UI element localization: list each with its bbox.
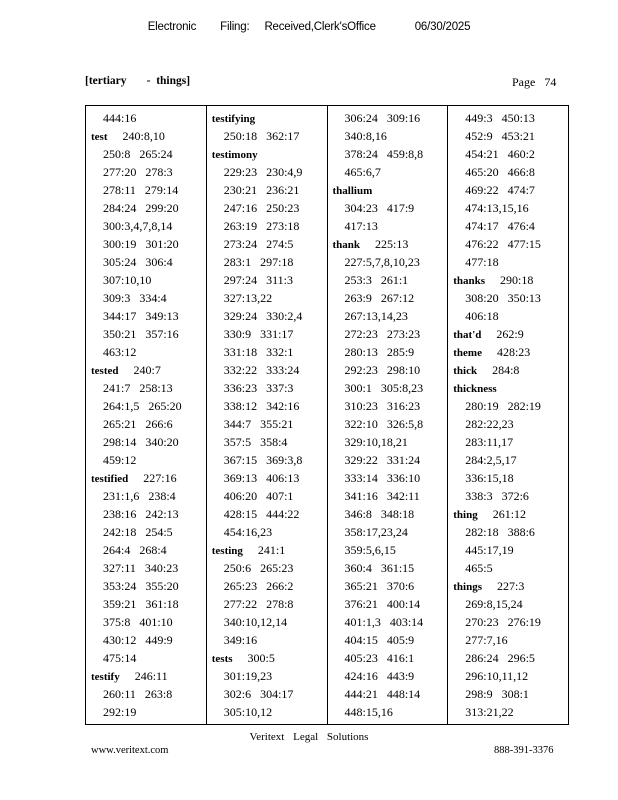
index-term: tests [211,653,233,665]
index-ref-line: 329:24 330:2,4 [223,309,303,323]
index-ref-line: 230:21 236:21 [223,183,300,197]
index-ref-line: 338:3 372:6 [465,489,529,503]
index-ref-line: 327:11 340:23 [103,561,179,575]
index-ref-line: 283:11,17 [465,435,514,449]
index-ref-line: 284:24 299:20 [103,201,179,215]
index-ref-line: 305:24 306:4 [103,255,173,269]
index-term: test [91,131,108,143]
index-term: testimony [211,149,258,161]
index-ref-line: 329:10,18,21 [344,435,408,449]
index-term-line [328,181,448,199]
index-ref-line: 344:17 349:13 [103,309,179,323]
index-term: thallium [332,185,373,197]
index-ref-line: 296:10,11,12 [465,669,529,683]
index-ref-line: 322:10 326:5,8 [344,417,424,431]
index-ref-line: 360:4 361:15 [344,561,415,575]
index-ref-line: 332:22 333:24 [223,363,300,377]
index-column [448,106,568,724]
index-ref-line: 260:11 263:8 [103,687,173,701]
index-ref-line: 378:24 459:8,8 [344,147,424,161]
index-range: [tertiary - things] [85,75,191,87]
filing-date: 06/30/2025 [414,21,471,33]
footer-phone: 888-391-3376 [494,745,554,756]
index-ref-line: 449:3 450:13 [465,111,535,125]
index-ref-line: 353:24 355:20 [103,579,179,593]
index-ref-line: 344:7 355:21 [223,417,294,431]
index-term-line [207,541,327,559]
index-term: thing [453,509,478,521]
index-term: theme [453,347,482,359]
index-ref-line: 278:11 279:14 [103,183,179,197]
index-term-line [448,505,568,523]
index-ref-line: 280:13 285:9 [344,345,415,359]
index-ref-line: 269:8,15,24 [465,597,523,611]
index-term-line [86,127,206,145]
index-ref-line: 270:23 276:19 [465,615,541,629]
index-ref-line: 346:8 348:18 [344,507,415,521]
filing-header [0,21,618,33]
index-ref-line: 350:21 357:16 [103,327,179,341]
index-ref-line: 264:4 268:4 [103,543,167,557]
filing-label-received: Received,Clerk'sOffice [264,21,376,33]
index-term-refs: 262:9 [496,327,524,341]
index-ref-line: 336:15,18 [465,471,514,485]
index-term-refs: 241:1 [257,543,286,557]
index-ref-line: 401:1,3 403:14 [344,615,424,629]
index-ref-line: 250:6 265:23 [223,561,294,575]
index-ref-line: 367:15 369:3,8 [223,453,303,467]
index-ref-line: 283:1 297:18 [223,255,294,269]
index-term-line [448,577,568,595]
index-ref-line: 238:16 242:13 [103,507,179,521]
index-ref-line: 300:1 305:8,23 [344,381,424,395]
index-ref-line: 444:16 [103,111,137,125]
word-index-table [85,105,569,725]
index-term: thick [453,365,478,377]
index-ref-line: 307:10,10 [103,273,152,287]
index-ref-line: 454:21 460:2 [465,147,535,161]
index-ref-line: 459:12 [103,453,137,467]
index-ref-line: 300:19 301:20 [103,237,179,251]
index-ref-line: 302:6 304:17 [223,687,294,701]
index-ref-line: 430:12 449:9 [103,633,173,647]
index-ref-line: 297:24 311:3 [223,273,293,287]
index-ref-line: 475:14 [103,651,137,665]
index-ref-line: 474:17 476:4 [465,219,535,233]
index-ref-line: 263:9 267:12 [344,291,415,305]
index-ref-line: 265:21 266:6 [103,417,173,431]
index-ref-line: 333:14 336:10 [344,471,421,485]
index-ref-line: 229:23 230:4,9 [223,165,303,179]
index-term-line [448,361,568,379]
index-term-refs: 284:8 [492,363,520,377]
index-ref-line: 241:7 258:13 [103,381,173,395]
index-ref-line: 444:21 448:14 [344,687,421,701]
index-ref-line: 463:12 [103,345,137,359]
index-ref-line: 349:16 [223,633,258,647]
index-ref-line: 250:8 265:24 [103,147,173,161]
index-ref-line: 282:18 388:6 [465,525,535,539]
index-ref-line: 336:23 337:3 [223,381,294,395]
index-term-line [448,379,568,397]
index-term-line [207,145,327,163]
index-ref-line: 327:13,22 [223,291,273,305]
index-ref-line: 428:15 444:22 [223,507,300,521]
index-column [86,106,207,724]
index-ref-line: 338:12 342:16 [223,399,300,413]
index-ref-line: 357:5 358:4 [223,435,288,449]
index-ref-line: 272:23 273:23 [344,327,421,341]
index-ref-line: 424:16 443:9 [344,669,415,683]
index-ref-line: 330:9 331:17 [223,327,294,341]
index-ref-line: 298:9 308:1 [465,687,529,701]
index-term: thickness [453,383,497,395]
index-ref-line: 282:22,23 [465,417,514,431]
index-term: testifying [211,113,256,125]
footer-website: www.veritext.com [91,745,169,756]
index-term: testing [211,545,243,557]
index-ref-line: 477:18 [465,255,499,269]
index-ref-line: 304:23 417:9 [344,201,415,215]
index-term: thank [332,239,361,251]
index-ref-line: 331:18 332:1 [223,345,294,359]
index-ref-line: 264:1,5 265:20 [103,399,182,413]
index-term-line [448,343,568,361]
index-ref-line: 313:21,22 [465,705,514,719]
index-term-refs: 428:23 [496,345,531,359]
index-ref-line: 445:17,19 [465,543,514,557]
index-ref-line: 305:10,12 [223,705,273,719]
index-term-line [86,361,206,379]
index-ref-line: 306:24 309:16 [344,111,421,125]
index-ref-line: 301:19,23 [223,669,273,683]
index-term-line [207,109,327,127]
index-ref-line: 250:18 362:17 [223,129,300,143]
index-ref-line: 253:3 261:1 [344,273,409,287]
filing-label-filing: Filing: [220,21,250,33]
index-ref-line: 340:10,12,14 [223,615,288,629]
index-ref-line: 417:13 [344,219,378,233]
index-ref-line: 284:2,5,17 [465,453,517,467]
index-ref-line: 263:19 273:18 [223,219,300,233]
index-term: tested [91,365,119,377]
index-term: that'd [453,329,482,341]
index-ref-line: 359:5,6,15 [344,543,396,557]
index-ref-line: 452:9 453:21 [465,129,535,143]
index-term-refs: 261:12 [492,507,527,521]
index-term-refs: 290:18 [500,273,534,287]
index-term: thanks [453,275,486,287]
index-term-line [86,469,206,487]
index-ref-line: 292:23 298:10 [344,363,421,377]
index-term-refs: 240:8,10 [122,129,165,143]
index-ref-line: 404:15 405:9 [344,633,415,647]
index-term: things [453,581,482,593]
index-ref-line: 369:13 406:13 [223,471,300,485]
index-ref-line: 292:19 [103,705,137,719]
index-term-refs: 225:13 [375,237,409,251]
index-ref-line: 358:17,23,24 [344,525,408,539]
filing-label-electronic: Electronic [147,21,197,33]
index-term-refs: 240:7 [133,363,161,377]
index-ref-line: 280:19 282:19 [465,399,541,413]
index-ref-line: 365:21 370:6 [344,579,415,593]
index-ref-line: 405:23 416:1 [344,651,415,665]
index-term-line [448,325,568,343]
index-ref-line: 474:13,15,16 [465,201,529,215]
index-ref-line: 376:21 400:14 [344,597,421,611]
index-term-line [207,649,327,667]
index-term-line [328,235,448,253]
index-ref-line: 265:23 266:2 [223,579,294,593]
index-ref-line: 406:18 [465,309,499,323]
index-ref-line: 469:22 474:7 [465,183,535,197]
index-term: testify [91,671,120,683]
index-ref-line: 375:8 401:10 [103,615,173,629]
index-ref-line: 273:24 274:5 [223,237,294,251]
index-ref-line: 308:20 350:13 [465,291,541,305]
index-ref-line: 286:24 296:5 [465,651,535,665]
index-term-refs: 227:16 [143,471,177,485]
index-ref-line: 300:3,4,7,8,14 [103,219,173,233]
index-ref-line: 227:5,7,8,10,23 [344,255,420,269]
index-ref-line: 247:16 250:23 [223,201,300,215]
index-ref-line: 476:22 477:15 [465,237,541,251]
index-ref-line: 298:14 340:20 [103,435,179,449]
index-ref-line: 359:21 361:18 [103,597,179,611]
index-ref-line: 277:22 278:8 [223,597,294,611]
index-ref-line: 465:20 466:8 [465,165,535,179]
footer-company: Veritext Legal Solutions [249,731,369,743]
index-term: testified [91,473,129,485]
index-ref-line: 448:15,16 [344,705,393,719]
index-ref-line: 340:8,16 [344,129,387,143]
index-term-line [86,667,206,685]
index-term-refs: 227:3 [497,579,525,593]
index-ref-line: 465:6,7 [344,165,381,179]
index-column [207,106,328,724]
index-term-line [448,271,568,289]
index-ref-line: 309:3 334:4 [103,291,167,305]
index-ref-line: 406:20 407:1 [223,489,294,503]
page-number: Page 74 [512,75,557,89]
index-ref-line: 310:23 316:23 [344,399,421,413]
index-term-refs: 300:5 [247,651,275,665]
index-ref-line: 231:1,6 238:4 [103,489,176,503]
index-ref-line: 277:20 278:3 [103,165,173,179]
index-ref-line: 329:22 331:24 [344,453,421,467]
index-column [328,106,449,724]
index-ref-line: 341:16 342:11 [344,489,420,503]
index-term-refs: 246:11 [134,669,168,683]
index-ref-line: 465:5 [465,561,493,575]
index-ref-line: 277:7,16 [465,633,508,647]
index-ref-line: 242:18 254:5 [103,525,173,539]
index-ref-line: 267:13,14,23 [344,309,408,323]
index-ref-line: 454:16,23 [223,525,273,539]
